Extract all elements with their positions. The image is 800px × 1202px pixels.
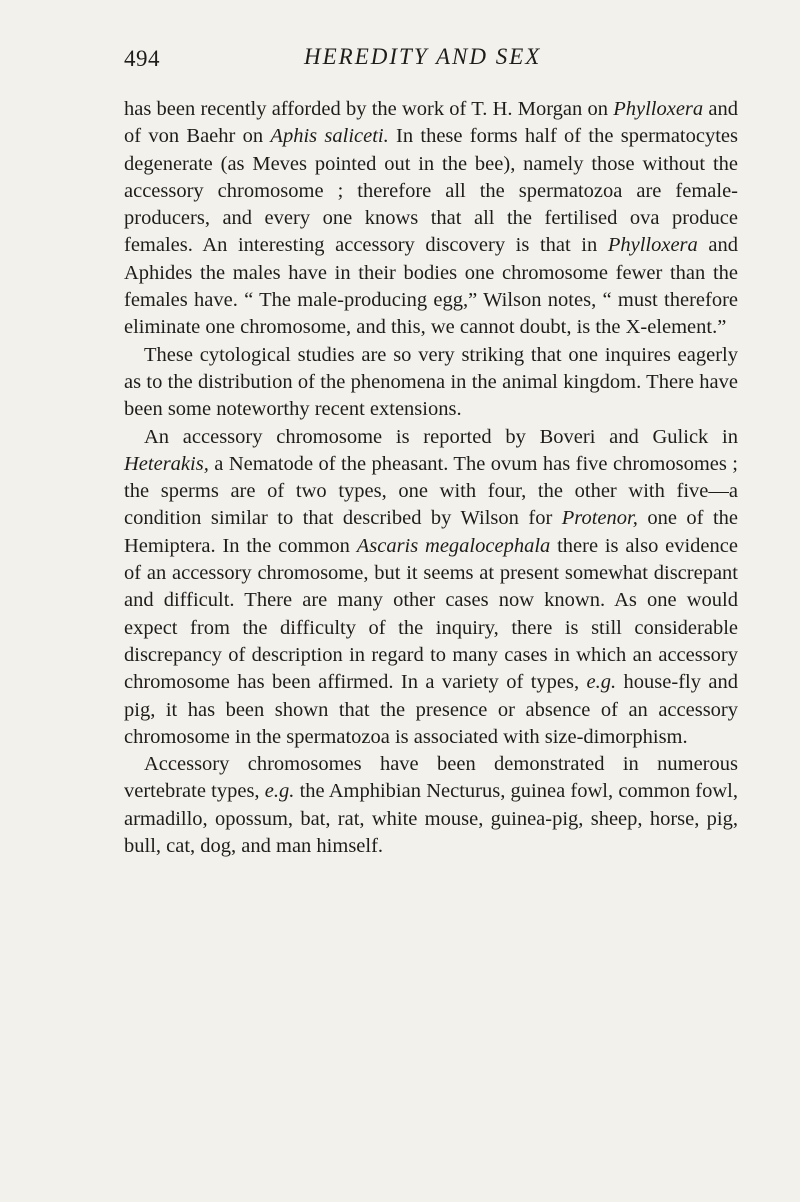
italic-text: e.g. — [586, 671, 617, 694]
text-run: These cytological studies are so very striking that one inquires eagerly as to the distribution of the phenomena in the animal kingdom. There have been some noteworthy recent extensions. — [124, 343, 738, 421]
text-run: a Nematode of the pheasant. The ovum has five chromosomes ; the sperms are of two types, one with four, the other with five—a condition similar to that described by Wilson for — [124, 452, 738, 530]
text-run: one of the Hemiptera. In the common — [124, 507, 738, 557]
paragraph — [124, 751, 738, 860]
italic-text: Phylloxera — [613, 98, 704, 120]
text-run: has been recently afforded by the work of T. H. Morgan on — [124, 98, 614, 120]
page-number: 494 — [124, 46, 160, 71]
italic-text: Heterakis, — [124, 452, 209, 475]
running-head — [124, 40, 724, 80]
italic-text: Protenor, — [561, 507, 638, 530]
text-run: house-fly and pig, it has been shown that the presence or absence of an accessory chromosome in the spermatozoa is associated with size-dimorphism. — [124, 671, 738, 748]
text-run: Accessory chromosomes have been demonstrated in numerous vertebrate types, — [124, 753, 738, 803]
text-run: the Amphibian Necturus, guinea fowl, common fowl, armadillo, opossum, bat, rat, white mouse, guinea-pig, sheep, horse, pig, bull, cat, dog, and man himself. — [124, 780, 738, 858]
text-run: In these forms half of the spermatocytes degenerate (as Meves pointed out in the bee), namely those without the accessory chromosome ; therefore all the spermatozoa are female-producers, and every one knows that all the fertilised ova produce females. An interesting accessory discovery is that in — [124, 125, 739, 257]
italic-text: Ascaris megalocephala — [356, 534, 551, 557]
paragraph — [124, 96, 738, 342]
italic-text: Aphis saliceti. — [270, 125, 389, 148]
italic-text: e.g. — [264, 780, 295, 803]
italic-text: Phylloxera — [607, 234, 698, 257]
body-text — [124, 96, 738, 860]
text-run: and Aphides the males have in their bodies one chromosome fewer than the females have. “ The male-producing egg,” Wilson notes, “ must therefore eliminate one chromosome, and this, we cannot doubt, is the X-element.” — [124, 234, 738, 339]
text-run: An accessory chromosome is reported by Boveri and Gulick in — [144, 425, 738, 448]
paragraph — [124, 424, 738, 752]
text-run: there is also evidence of an accessory chromosome, but it seems at present somewhat discrepant and difficult. There are many other cases now known. As one would expect from the difficulty of the inquiry, there is still considerable discrepancy of description in regard to many cases in which an accessory chromosome has been affirmed. In a variety of types, — [124, 534, 738, 694]
text-run: and of von Baehr on — [124, 98, 738, 148]
paragraph — [124, 342, 738, 424]
running-title: HEREDITY AND SEX — [304, 44, 542, 69]
